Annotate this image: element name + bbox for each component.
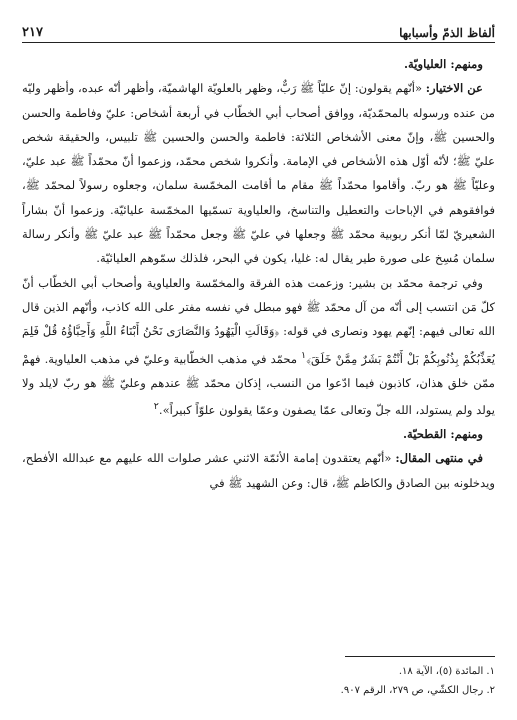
paragraph-ikhtiyar	[22, 76, 495, 270]
running-header	[22, 18, 495, 40]
paragraph-text: «أنّهم يعتقدون إمامة الأئمّة الاثني عشر صلوات الله عليهم مع عبدالله الأفطح، ويدخلونه بين الصادق والكاظم ﷺ، قال: وعن الشهيد ﷺ في	[22, 451, 495, 490]
section-heading-alyawiya: ومنهم: العلياويّة.	[404, 57, 483, 71]
paragraph-text: «أنّهم يقولون: إنّ عليّاً ﷺ رَبٌّ، وظهر بالعلويّة الهاشميّة، وأظهر أنّه عبده، وأظهر وليّه من عنده ورسوله بالمحمّديّة، ووافق أصحاب أبي الخطّاب في أربعة أشخاص: عليّ وفاطمة والحسن والحسين ﷺ، وإنّ معنى الأشخاص الثلاثة: فاطمة والحسن والحسين ﷺ تلبيس، والحقيقة شخص عليّ ﷺ؛ لأنّه أوّل هذه الأشخاص في الإمامة. وأنكروا شخص محمّد، وزعموا أنّ محمّداً ﷺ عبد عليّ، وعليّاً ﷺ هو ربّ. وأقاموا محمّداً ﷺ مقام ما أقامت المخمّسة سلمان، وجعلوه رسولاً لمحمّد ﷺ، فوافقوهم في الإباحات والتعطيل والتناسخ، والعلياوية تسمّيها المخمّسة عليائيّة. وزعموا أنّ بشاراً الشعيريّ لمّا أنكر ربوبية محمّد ﷺ وجعلها في عليّ ﷺ وجعل محمّداً ﷺ عبد عليّ ﷺ وأنكر رسالة سلمان مُسِخ على صورة طير يقال له: غليا، يكون في البحر، فلذلك سمّوهم العليائيّة.	[22, 81, 495, 266]
header-rule	[22, 42, 495, 43]
source-label-ikhtiyar: عن الاختيار:	[425, 81, 483, 96]
section-heading-qathiya: ومنهم: القطحيّة.	[402, 427, 483, 442]
source-label-muntaha: في منتهى المقال:	[395, 451, 483, 466]
running-title: ألفاظ الذمّ وأسبابها	[399, 26, 495, 40]
main-text	[22, 52, 495, 495]
footnotes	[22, 662, 495, 700]
paragraph-muntaha	[22, 446, 495, 495]
page-number: ٢١٧	[22, 25, 43, 40]
paragraph-text: وفي ترجمة محمّد بن بشير: وزعمت هذه الفرقة والمخمّسة والعلياوية وأصحاب أبي الخطّاب أنّ كلّ مَن انتسب إلى أنّه من آل محمّد ﷺ فهو مبطل في نفسه مفتر على الله كاذب، وأنّهم الذين قال الله تعالى فيهم: إنّهم يهود ونصارى في قوله:	[22, 275, 495, 339]
footnote-rule	[345, 656, 495, 657]
footnote-1: ١. المائدة (٥)، الآية ١٨.	[398, 666, 495, 677]
paragraph-tarjama	[22, 271, 495, 423]
quran-verse: ﴿وَقَالَتِ الْيَهُودُ وَالنَّصَارَى نَحْنُ أَبْنَاءُ اللَّهِ وَأَحِبَّاؤُهُ قُلْ فَلِمَ يُعَذِّبُكُمْ بِذُنُوبِكُمْ بَلْ أَنْتُمْ بَشَرٌ مِمَّنْ خَلَقَ﴾	[22, 324, 495, 366]
footnote-marker: ١	[301, 349, 307, 361]
paragraph-text: محمّد في مذهب الخطّابية وعليّ في مذهب العلياوية. فهمْ ممّن خلق هذان، كاذبون فيما ادّعوا من النسب، إذكان محمّد ﷺ عندهم وعليّ ﷺ هو ربّ لايلد ولا يولد ولم يستولد، الله جلّ وتعالى عمّا يصفون وعمّا يقولون علوّاً كبيراً».	[22, 351, 495, 417]
footnote-2: ٢. رجال الكشّي، ص ٢٧٩، الرقم ٩٠٧.	[340, 685, 495, 696]
footnote-marker: ٢	[153, 401, 159, 413]
